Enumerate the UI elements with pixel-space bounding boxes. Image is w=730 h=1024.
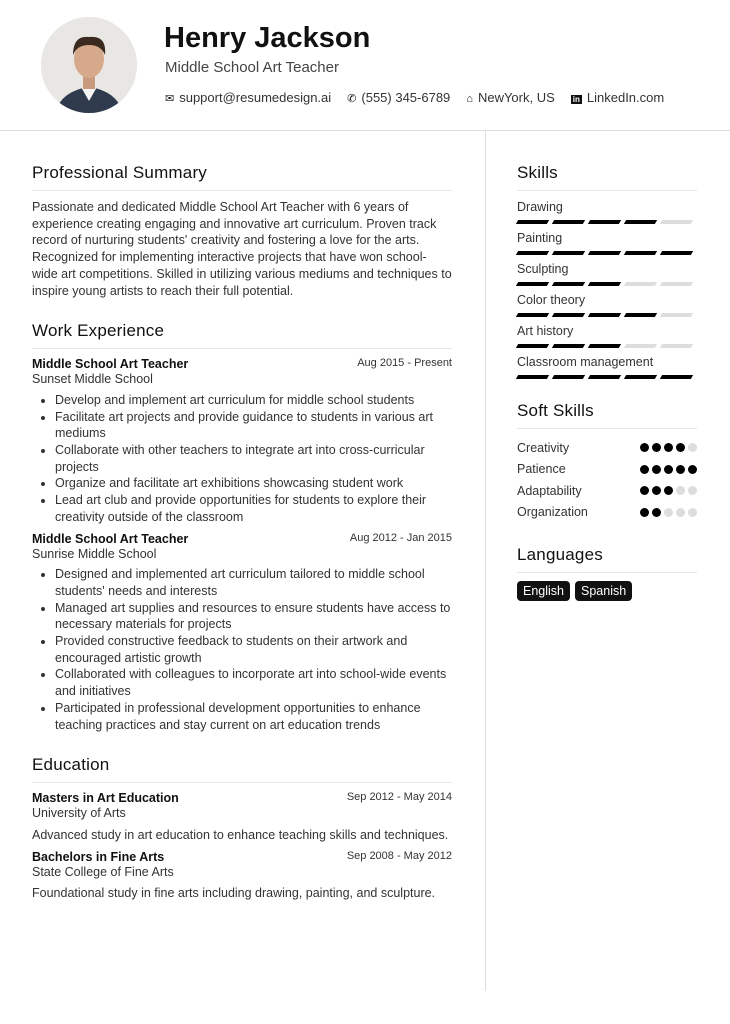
phone-icon: ✆ — [347, 93, 357, 105]
job-organization: Sunrise Middle School — [32, 546, 157, 561]
soft-skill-item — [517, 502, 697, 524]
phone-text: (555) 345-6789 — [361, 90, 451, 105]
skill-level-segment — [588, 313, 621, 317]
school-name: University of Arts — [32, 806, 126, 821]
skill-level-segment — [552, 313, 585, 317]
skill-level-segment — [552, 251, 585, 255]
skill-item — [517, 354, 697, 379]
bullet-item: • Organize and facilitate art exhibitions showcasing student work — [55, 475, 452, 492]
skill-level-segment — [516, 251, 549, 255]
contact-linkedin[interactable] — [571, 90, 664, 105]
bullet-item: • Provided constructive feedback to students on their artwork and encouraged artistic growth — [55, 633, 452, 666]
rating-dot — [676, 443, 685, 452]
soft-skill-name: Organization — [517, 505, 588, 520]
job-bullets — [55, 566, 452, 733]
skill-level-segment — [660, 282, 693, 286]
bullet-item: • Facilitate art projects and provide guidance to students in various art mediums — [55, 409, 452, 442]
skill-level-segment — [516, 220, 549, 224]
summary-text: Passionate and dedicated Middle School Art Teacher with 6 years of experience creating engaging and innovative art curriculum. Proven track record of nurturing students' creativity and fostering a love for the arts. Recognized for implementing interactive projects that have won school-wide art competitions. Skilled in utilizing various mediums and techniques to inspire young artists to reach their full potential. — [32, 200, 452, 298]
contact-phone[interactable] — [347, 90, 450, 105]
skill-level-segment — [660, 313, 693, 317]
soft-skill-name: Patience — [517, 462, 566, 477]
skill-level-bar — [517, 220, 697, 224]
skills-section — [517, 163, 697, 379]
soft-skill-item — [517, 437, 697, 459]
soft-skill-name: Creativity — [517, 440, 570, 455]
skill-level-segment — [552, 282, 585, 286]
section-heading: Languages — [517, 545, 697, 573]
skill-level-segment — [624, 282, 657, 286]
skill-level-segment — [552, 344, 585, 348]
skill-level-segment — [552, 220, 585, 224]
degree-title: Masters in Art Education — [32, 791, 179, 806]
rating-dot — [652, 443, 661, 452]
skill-level-segment — [660, 251, 693, 255]
candidate-name: Henry Jackson — [164, 22, 371, 54]
education-header — [32, 791, 452, 805]
soft-skill-item — [517, 480, 697, 502]
skill-level-segment — [588, 375, 621, 379]
job-header — [32, 357, 452, 371]
soft-skill-rating — [640, 443, 697, 452]
bullet-item: • Collaborated with colleagues to incorporate art into school-wide events and initiatives — [55, 666, 452, 699]
rating-dot — [640, 508, 649, 517]
rating-dot — [688, 465, 697, 474]
language-tag: English — [517, 581, 570, 601]
skill-level-segment — [552, 375, 585, 379]
linkedin-text: LinkedIn.com — [586, 90, 665, 105]
rating-dot — [676, 508, 685, 517]
rating-dot — [664, 443, 673, 452]
rating-dot — [640, 486, 649, 495]
skill-name: Sculpting — [517, 262, 569, 276]
skill-level-segment — [624, 344, 657, 348]
section-heading: Soft Skills — [517, 401, 697, 429]
rating-dot — [688, 508, 697, 517]
skill-item — [517, 261, 697, 286]
section-heading: Work Experience — [32, 321, 452, 349]
rating-dot — [676, 465, 685, 474]
bullet-item: • Lead art club and provide opportunities for students to explore their creativity outside of the classroom — [55, 492, 452, 525]
school-name: State College of Fine Arts — [32, 864, 174, 879]
skill-name: Art history — [517, 324, 574, 338]
rating-dot — [652, 486, 661, 495]
education-entry — [32, 850, 452, 902]
skill-level-bar — [517, 344, 697, 348]
sidebar-column — [517, 163, 697, 623]
education-header — [32, 850, 452, 864]
rating-dot — [664, 465, 673, 474]
bullet-item: • Participated in professional development opportunities to enhance teaching practices and stay current on art education trends — [55, 700, 452, 733]
contact-location — [466, 90, 554, 105]
rating-dot — [688, 443, 697, 452]
skill-name: Drawing — [517, 200, 563, 214]
envelope-icon: ✉ — [165, 93, 175, 105]
education-section — [32, 755, 452, 902]
bullet-item: • Designed and implemented art curriculum tailored to middle school students' needs and interests — [55, 566, 452, 599]
summary-section — [32, 163, 452, 299]
skill-item — [517, 292, 697, 317]
job-date: Aug 2012 - Jan 2015 — [349, 531, 452, 544]
job-organization: Sunset Middle School — [32, 372, 153, 387]
candidate-title: Middle School Art Teacher — [165, 59, 339, 76]
skill-level-bar — [517, 251, 697, 255]
education-date: Sep 2012 - May 2014 — [346, 791, 452, 804]
skill-level-segment — [624, 375, 657, 379]
section-heading: Education — [32, 755, 452, 783]
skill-item — [517, 230, 697, 255]
rating-dot — [640, 465, 649, 474]
language-tag: Spanish — [575, 581, 632, 601]
job-entry — [32, 357, 452, 525]
rating-dot — [664, 486, 673, 495]
skill-level-segment — [516, 313, 549, 317]
soft-skills-section — [517, 401, 697, 523]
skill-name: Classroom management — [517, 355, 654, 369]
skill-level-bar — [517, 313, 697, 317]
skill-item — [517, 199, 697, 224]
job-entry — [32, 532, 452, 734]
soft-skill-rating — [640, 486, 697, 495]
location-text: NewYork, US — [477, 90, 555, 105]
skill-level-segment — [516, 344, 549, 348]
skill-name: Color theory — [517, 293, 586, 307]
soft-skill-rating — [640, 508, 697, 517]
contact-email[interactable] — [165, 90, 331, 105]
skill-level-segment — [588, 344, 621, 348]
soft-skill-name: Adaptability — [517, 483, 582, 498]
skill-level-segment — [516, 375, 549, 379]
rating-dot — [688, 486, 697, 495]
skill-name: Painting — [517, 231, 563, 245]
education-date: Sep 2008 - May 2012 — [346, 849, 452, 862]
main-column — [32, 163, 452, 924]
skill-level-segment — [516, 282, 549, 286]
bullet-item: • Develop and implement art curriculum for middle school students — [55, 392, 452, 409]
rating-dot — [652, 465, 661, 474]
skill-level-segment — [660, 375, 693, 379]
soft-skill-rating — [640, 465, 697, 474]
skill-level-segment — [624, 220, 657, 224]
skill-level-bar — [517, 282, 697, 286]
home-icon: ⌂ — [466, 93, 473, 105]
column-divider — [485, 131, 486, 991]
rating-dot — [664, 508, 673, 517]
education-description: Foundational study in fine arts including drawing, painting, and sculpture. — [32, 886, 436, 901]
email-text: support@resumedesign.ai — [179, 90, 332, 105]
skill-level-segment — [660, 220, 693, 224]
skill-level-segment — [624, 251, 657, 255]
skill-level-segment — [588, 282, 621, 286]
contact-list — [165, 90, 664, 105]
soft-skill-item — [517, 459, 697, 481]
skill-level-segment — [660, 344, 693, 348]
linkedin-icon: in — [572, 95, 580, 104]
rating-dot — [652, 508, 661, 517]
skill-level-segment — [588, 251, 621, 255]
section-heading: Skills — [517, 163, 697, 191]
bullet-item: • Collaborate with other teachers to integrate art into cross-curricular projects — [55, 442, 452, 475]
resume-header — [0, 0, 730, 131]
degree-title: Bachelors in Fine Arts — [32, 849, 165, 864]
skill-level-segment — [588, 220, 621, 224]
job-date: Aug 2015 - Present — [357, 357, 452, 370]
skill-item — [517, 323, 697, 348]
job-header — [32, 532, 452, 546]
profile-photo — [41, 17, 137, 113]
section-heading: Professional Summary — [32, 163, 452, 191]
languages-section — [517, 545, 697, 601]
rating-dot — [676, 486, 685, 495]
skill-level-bar — [517, 375, 697, 379]
education-entry — [32, 791, 452, 843]
job-bullets — [55, 392, 452, 526]
bullet-item: • Managed art supplies and resources to ensure students have access to necessary materials for projects — [55, 600, 452, 633]
education-description: Advanced study in art education to enhance teaching skills and techniques. — [32, 827, 449, 842]
job-title: Middle School Art Teacher — [32, 357, 189, 372]
experience-section — [32, 321, 452, 733]
skill-level-segment — [624, 313, 657, 317]
rating-dot — [640, 443, 649, 452]
job-title: Middle School Art Teacher — [32, 531, 189, 546]
